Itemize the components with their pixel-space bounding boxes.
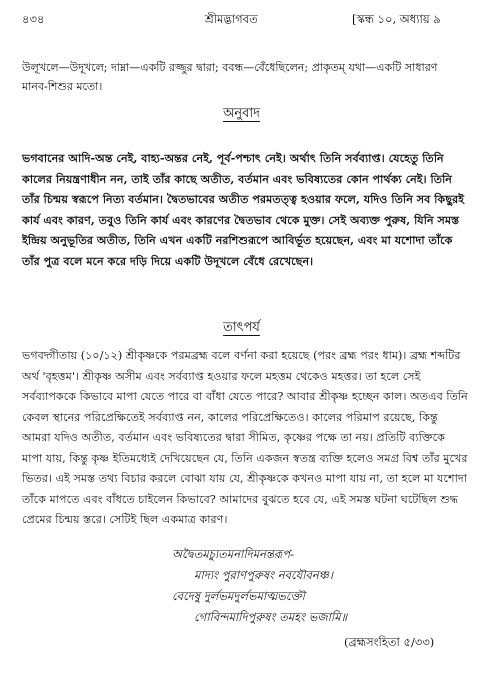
verse-line-2: মাদ্যং পুরাণপুরুষং নবযৌবনঞ্চ।	[194, 568, 333, 582]
verse-line-4: গোবিন্দমাদিপুরুষং তমহং ভজামি॥	[194, 610, 348, 624]
verse-source: (ব্রহ্মসংহিতা ৫/৩৩)	[344, 635, 435, 649]
page-number: ৪৩৪	[22, 12, 45, 26]
chapter-reference: [স্কন্ধ ১০, অধ্যায় ৯	[352, 12, 441, 26]
verse-line-3: বেদেষু দুর্লভমদুর্লভমাত্মভক্তৌ	[172, 589, 305, 603]
purport-heading: তাৎপর্য	[223, 320, 260, 335]
purport-text: ভগবদ্গীতায় (১০/১২) শ্রীকৃষ্ণকে পরমব্রহ্ম বলে বর্ণনা করা হয়েছে (পরং ব্রহ্ম পরং ধাম)। ব্রহ্ম শব্দটির অর্থ 'বৃহত্তম'। শ্রীকৃষ্ণ অসীম এবং সর্বব্যাপ্ত হওয়ার ফলে মহত্তম থেকেও মহত্তর। তা হলে সেই সর্বব্যাপককে কিভাবে মাপা যেতে পারে বা বাঁধা যেতে পারে? আবার শ্রীকৃষ্ণ হচ্ছেন কাল। অতএব তিনি কেবল স্থানের পরিপ্রেক্ষিতেই সর্বব্যাপ্ত নন, কালের পরিপ্রেক্ষিতেও। কালের পরিমাপ রয়েছে, কিন্তু আমরা যদিও অতীত, বর্তমান এবং ভবিষ্যতের দ্বারা সীমিত, কৃষ্ণের পক্ষে তা নয়। প্রতিটি ব্যক্তিকে মাপা যায়, কিন্তু কৃষ্ণ ইতিমধ্যেই দেখিয়েছেন যে, তিনি একজন স্বতন্ত্র ব্যক্তি হলেও সমগ্র বিশ্ব তাঁর মুখের ভিতর। এই সমস্ত তথ্য বিচার করলে বোঝা যায় যে, শ্রীকৃষ্ণকে কখনও মাপা যায় না, তা হলে মা যশোদা তাঁকে মাপতে এবং বাঁধতে চাইলেন কিভাবে? আমাদের বুঝতে হবে যে, এই সমস্ত ঘটনা ঘটেছিল শুদ্ধ প্রেমের চিন্ময় স্তরে। সেটিই ছিল একমাত্র কারণ।	[22, 349, 468, 526]
translation-heading: অনুবাদ	[223, 106, 260, 121]
word-glossary: উলূখলে—উদূখলে; দাম্না—একটি রজ্জুর দ্বারা; ববন্ধ—বেঁধেছিলেন; প্রাকৃতম্‌ যথা—একটি সাধারণ মানব-শিশুর মতো।	[22, 61, 438, 93]
book-title: শ্রীমদ্ভাগবত	[205, 12, 258, 26]
translation-text: ভগবানের আদি-অন্ত নেই, বাহ্য-অন্তর নেই, পূর্ব-পশ্চাৎ নেই। অর্থাৎ তিনি সর্বব্যাপ্ত। যেহেতু তিনি কালের নিয়ন্ত্রণাধীন নন, তাই তাঁর কাছে অতীত, বর্তমান এবং ভবিষ্যতের কোন পার্থক্য নেই। তিনি তাঁর চিন্ময় স্বরূপে নিত্য বর্তমান। দ্বৈতভাবের অতীত পরমতত্ত্ব হওয়ার ফলে, যদিও তিনি সব কিছুরই কার্য এবং কারণ, তবুও তিনি কার্য এবং কারণের দ্বৈতভাব থেকে মুক্ত। সেই অব্যক্ত পুরুষ, যিনি সমস্ত ইন্দ্রিয় অনুভূতির অতীত, তিনি এখন একটি নরশিশুরূপে আবির্ভূত হয়েছেন, এবং মা যশোদা তাঁকে তাঁর পুত্র বলে মনে করে দড়ি দিয়ে একটি উদূখলে বেঁধে রেখেছেন।	[22, 151, 465, 268]
verse-line-1: অদ্বৈতমচ্যুতমনাদিমনন্তরূপ-	[172, 547, 294, 561]
